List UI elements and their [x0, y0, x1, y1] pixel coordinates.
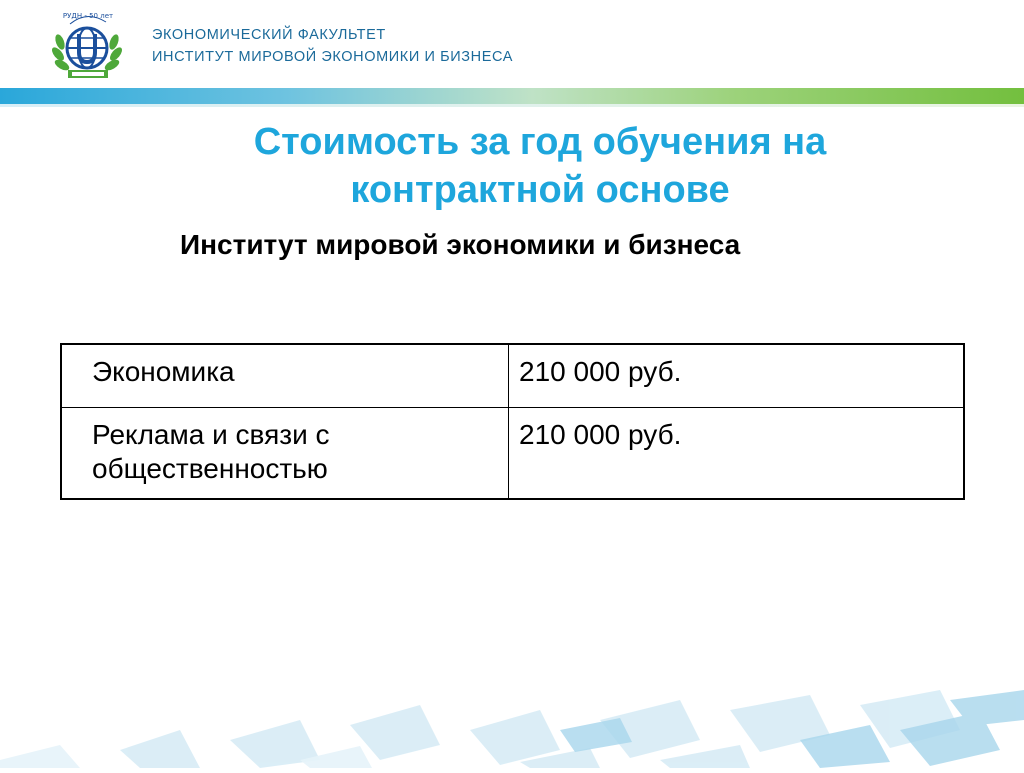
faculty-name: ЭКОНОМИЧЕСКИЙ ФАКУЛЬТЕТ	[152, 27, 386, 43]
program-cell-line-1: Реклама и связи с	[92, 419, 330, 450]
organization-name	[152, 24, 513, 68]
program-cell-line-2: общественностью	[92, 453, 328, 484]
table-row	[61, 344, 964, 408]
price-cell: 210 000 руб.	[509, 408, 965, 500]
table-row	[61, 408, 964, 500]
header	[0, 0, 1024, 90]
header-stripe	[0, 88, 1024, 104]
rudn-emblem-icon	[48, 6, 128, 86]
program-cell: Экономика	[61, 344, 509, 408]
decorative-tiles	[0, 690, 1024, 768]
svg-text:РУДН - 50 лет: РУДН - 50 лет	[62, 12, 114, 20]
slide-title-line-2: контрактной основе	[350, 169, 730, 211]
slide-subtitle: Институт мировой экономики и бизнеса	[180, 229, 741, 260]
program-cell	[61, 408, 509, 500]
slide-title-line-1: Стоимость за год обучения на	[253, 121, 827, 163]
header-stripe-shadow	[0, 104, 1024, 107]
price-cell: 210 000 руб.	[509, 344, 965, 408]
institute-name: ИНСТИТУТ МИРОВОЙ ЭКОНОМИКИ И БИЗНЕСА	[152, 49, 514, 65]
tuition-table	[60, 343, 965, 500]
slide-title	[190, 118, 890, 214]
